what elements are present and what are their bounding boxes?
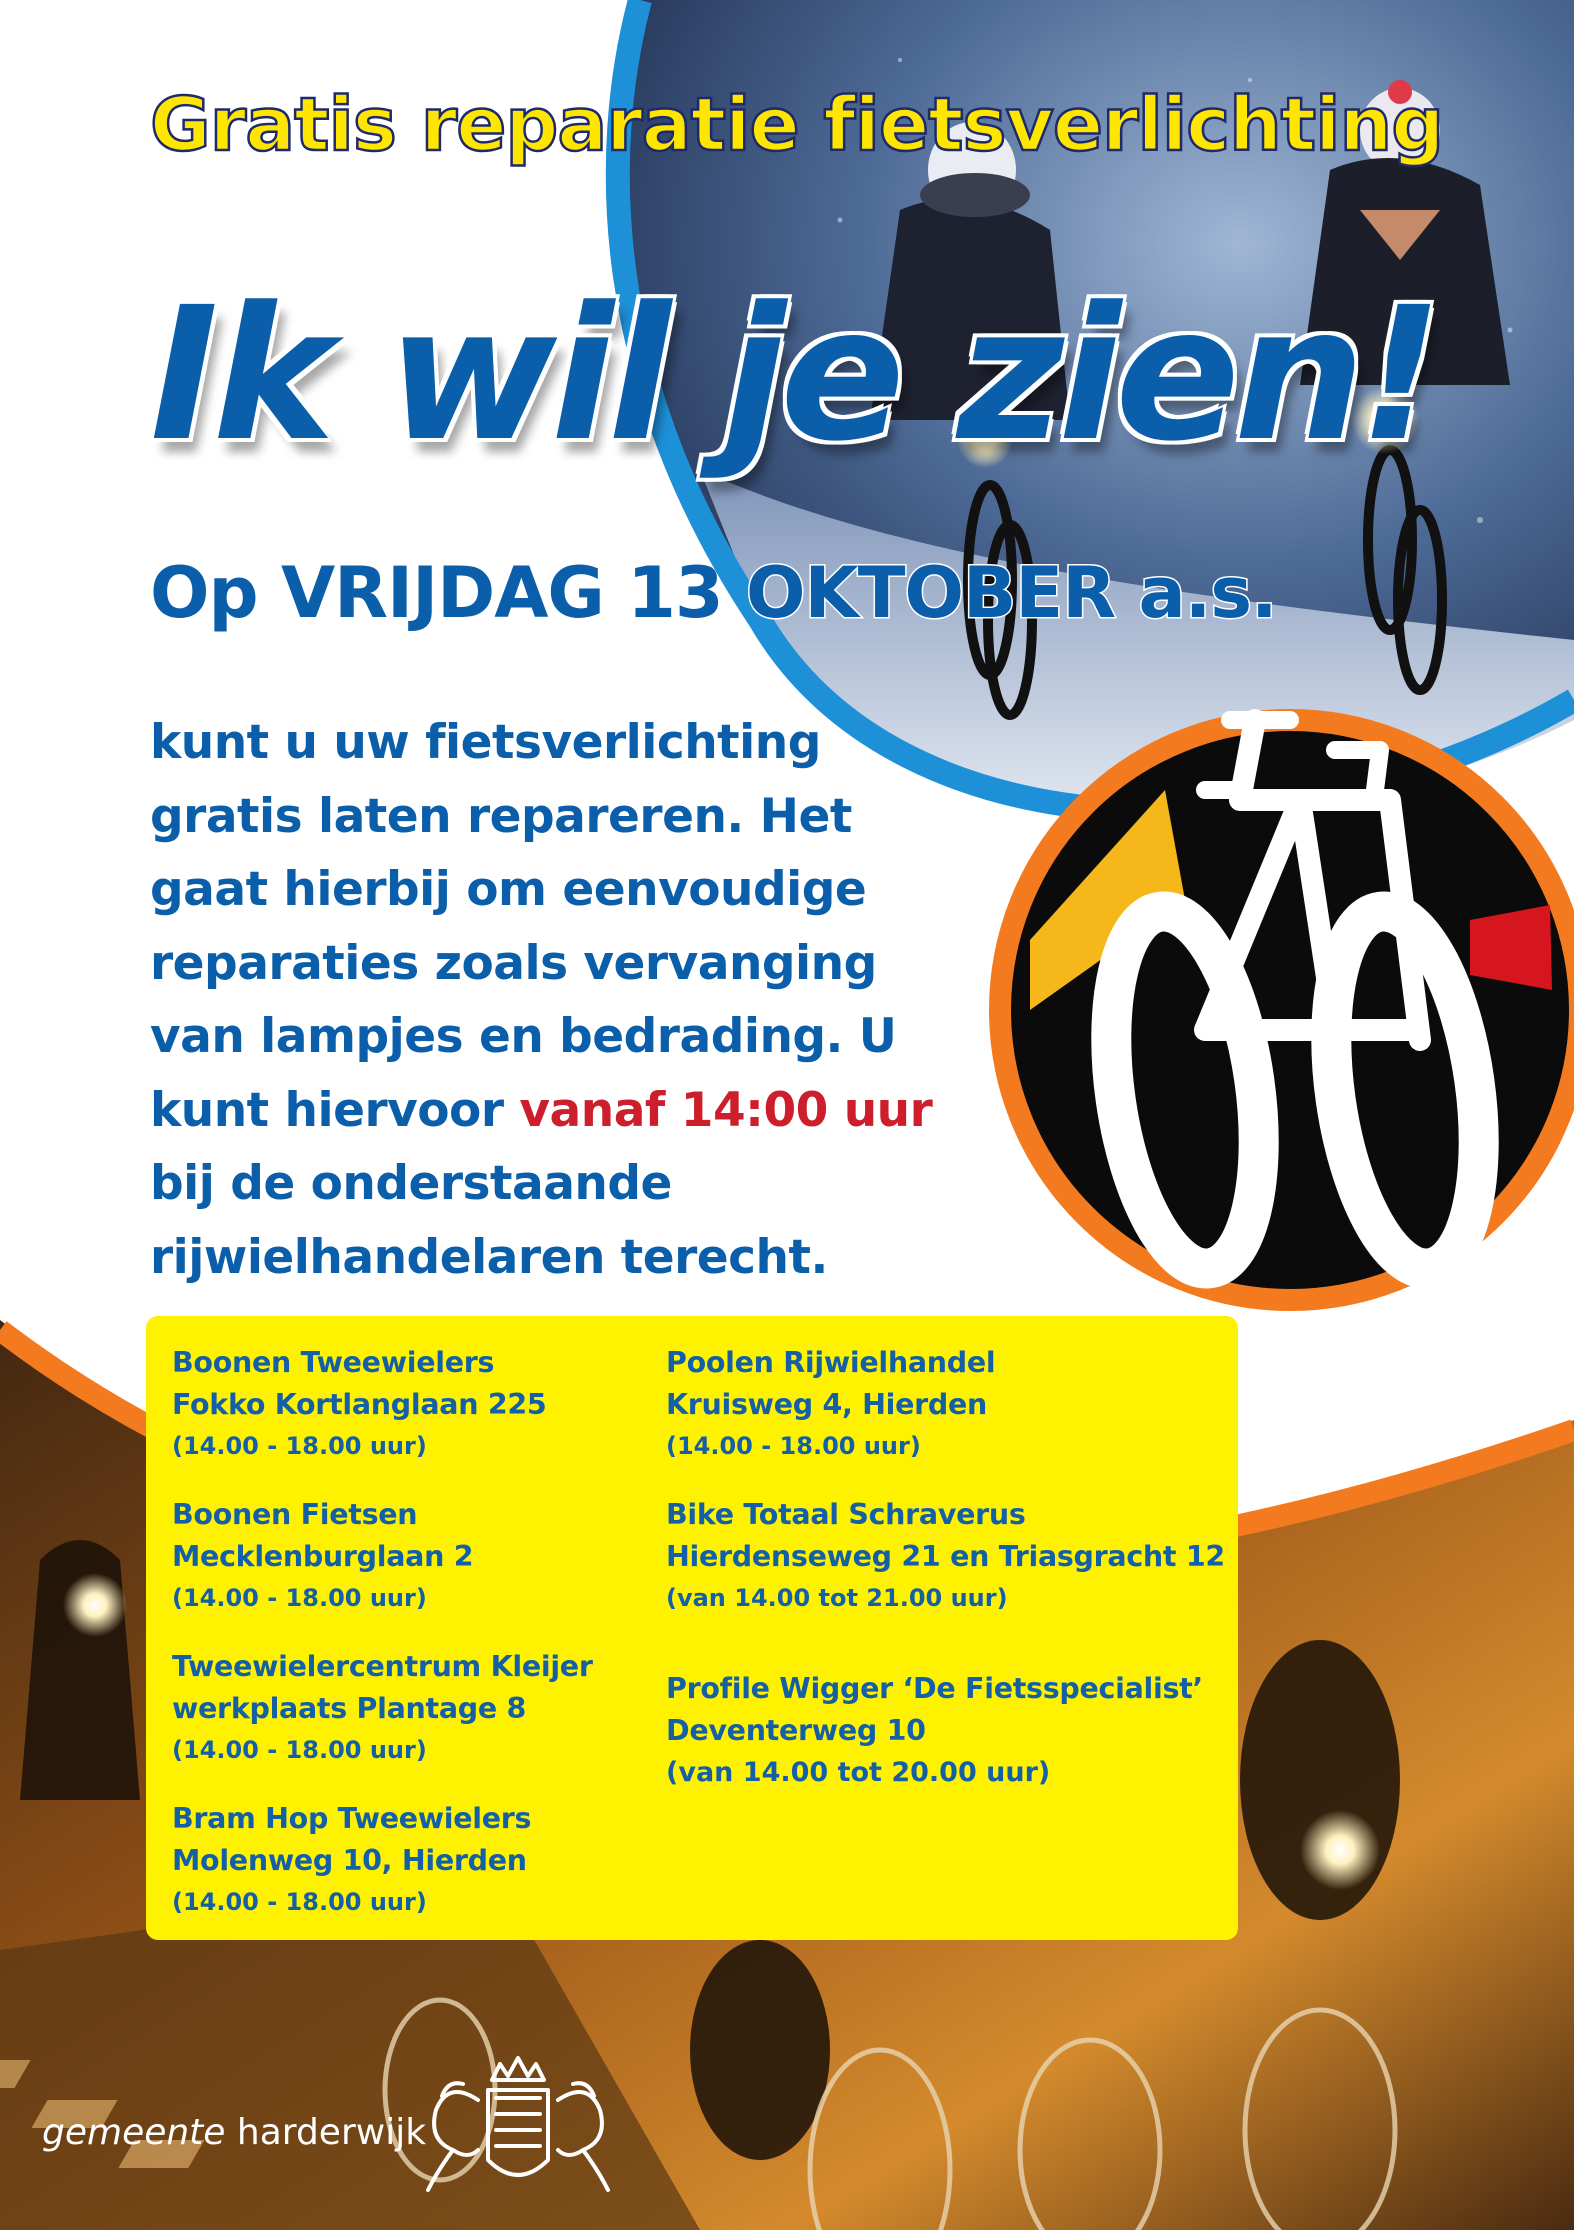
date-prefix: Op VRIJDAG 13 <box>150 552 723 634</box>
shop-hours: (14.00 - 18.00 uur) <box>172 1432 427 1460</box>
intro-accent: vanaf 14:00 uur <box>519 1082 933 1138</box>
kicker-title: Gratis reparatie fietsverlichting <box>150 82 1444 168</box>
shop-name: Profile Wigger ‘De Fietsspecialist’ <box>666 1672 1203 1705</box>
headline: Ik wil je zien! <box>150 268 1437 482</box>
intro-after: bij de onderstaande rijwielhandelaren terecht. <box>150 1156 828 1285</box>
shop-address: Mecklenburglaan 2 <box>172 1540 474 1573</box>
shop-entry <box>172 1646 652 1770</box>
shop-address: Molenweg 10, Hierden <box>172 1844 527 1877</box>
shop-name: Boonen Tweewielers <box>172 1346 495 1379</box>
shop-name: Bram Hop Tweewielers <box>172 1802 532 1835</box>
shop-address: werkplaats Plantage 8 <box>172 1692 527 1725</box>
shop-name: Tweewielercentrum Kleijer <box>172 1650 593 1683</box>
shop-address: Fokko Kortlanglaan 225 <box>172 1388 547 1421</box>
bicycle-sign <box>1000 720 1574 1300</box>
shop-hours: (van 14.00 tot 20.00 uur) <box>666 1757 1051 1788</box>
shop-hours: (14.00 - 18.00 uur) <box>172 1584 427 1612</box>
date-suffix: a.s. <box>1138 552 1277 634</box>
shop-name: Bike Totaal Schraverus <box>666 1498 1026 1531</box>
shop-hours: (14.00 - 18.00 uur) <box>172 1888 427 1916</box>
shop-hours: (14.00 - 18.00 uur) <box>172 1736 427 1764</box>
intro-before: kunt u uw fietsverlichting gratis laten repareren. Het gaat hierbij om eenvoudige reparaties zoals vervanging van lampjes en bedrading. U kunt hiervoor <box>150 715 897 1138</box>
shop-name: Poolen Rijwielhandel <box>666 1346 996 1379</box>
date-month: OKTOBER <box>746 552 1116 634</box>
shop-address: Kruisweg 4, Hierden <box>666 1388 988 1421</box>
municipality-logo-text <box>42 2112 426 2153</box>
shop-entry <box>666 1494 1226 1618</box>
shop-entry <box>172 1494 652 1618</box>
shop-column-right <box>666 1342 1226 1794</box>
shop-hours: (14.00 - 18.00 uur) <box>666 1432 921 1460</box>
intro-text <box>150 706 980 1294</box>
event-date <box>150 552 1277 634</box>
shop-hours: (van 14.00 tot 21.00 uur) <box>666 1584 1008 1612</box>
shop-column-left <box>172 1342 652 1922</box>
logo-word-harderwijk: harderwijk <box>236 2112 427 2153</box>
shop-entry <box>666 1342 1226 1466</box>
shop-address: Hierdenseweg 21 en Triasgracht 12 <box>666 1540 1225 1573</box>
shop-name: Boonen Fietsen <box>172 1498 418 1531</box>
shop-entry <box>172 1342 652 1466</box>
shop-address: Deventerweg 10 <box>666 1714 926 1747</box>
shop-entry <box>172 1798 652 1922</box>
shop-panel <box>146 1316 1238 1940</box>
shop-entry <box>666 1668 1226 1794</box>
logo-word-gemeente: gemeente <box>42 2112 226 2153</box>
crest-icon <box>408 2050 628 2200</box>
